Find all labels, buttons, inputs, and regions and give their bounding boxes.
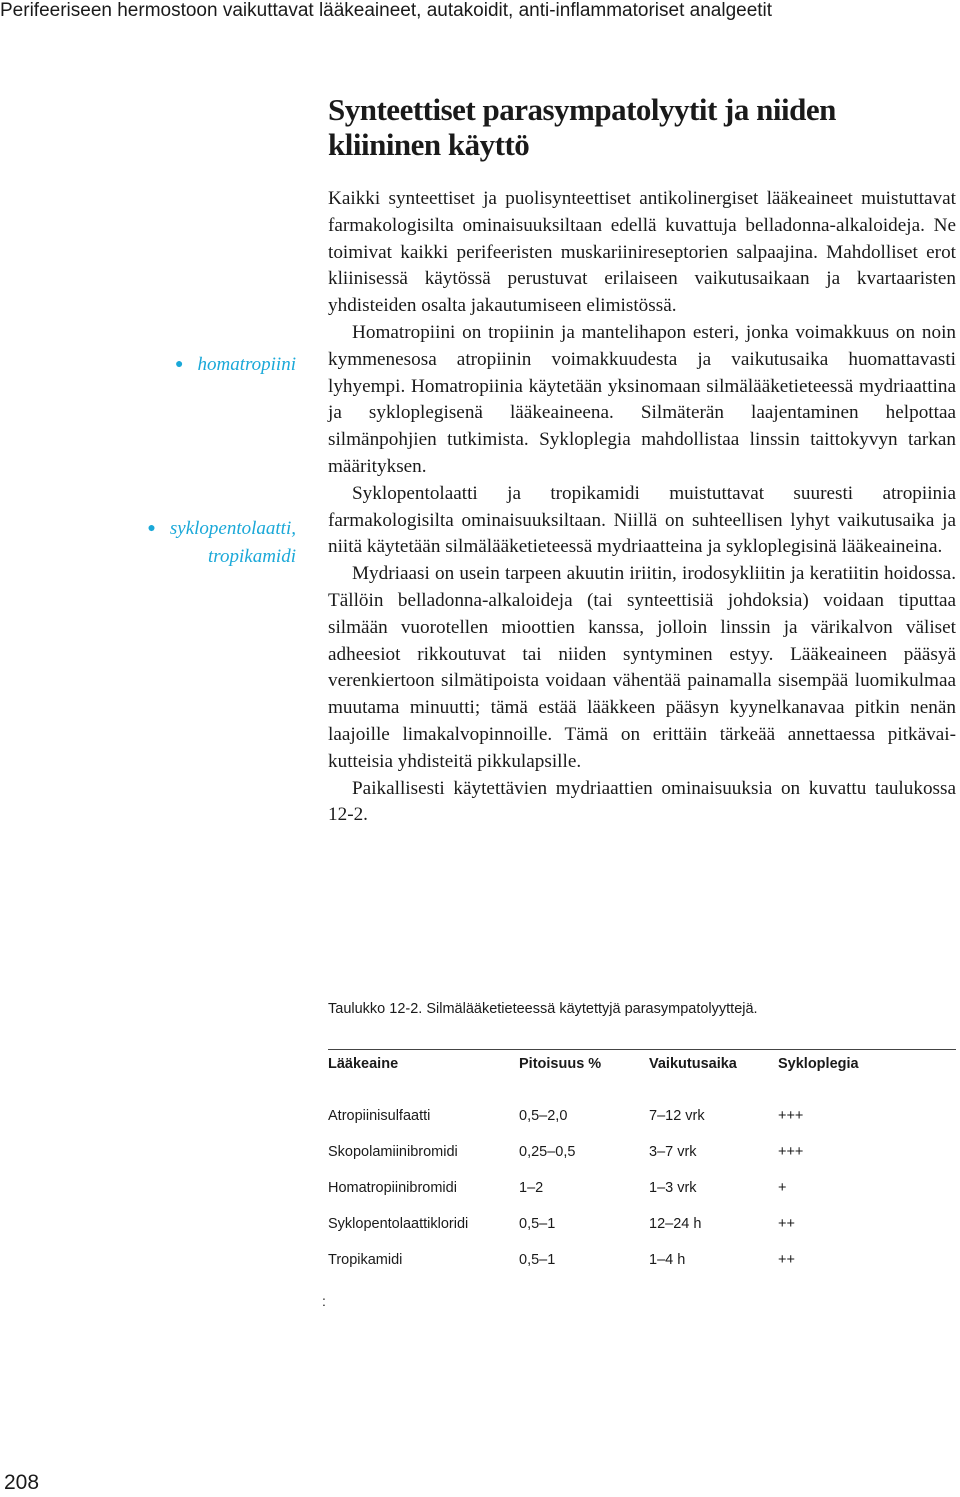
mydriatics-table (328, 1054, 956, 1286)
margin-note-syklopentolaatti (96, 516, 296, 570)
table-cell: 1–3 vrk (649, 1180, 697, 1196)
paragraph-1: Kaikki synteettiset ja puolisynteettiset antikolinergiset lääkeaineet muistuttavat farmakologisilta ominaisuuksiltaan edellä kuvattuja belladonna-alkaloideja. Ne toimivat kaikki perifeeristen muskariinireseptorien salpaajina. Mahdolliset erot kliinisessä käytössä perustuvat erilaiseen vaikutusaikaan ja kvartaaristen yhdisteiden osalta jakautumiseen elimistössä. (328, 188, 956, 317)
table-footnote-mark: : (322, 1293, 326, 1309)
paragraph-2: Homatropiini on tropiinin ja mantelihapon esteri, jonka voimakkuus on noin kymmenesosa atropiinin voimakkuudesta ja vaikutusaika huomattavasti lyhyempi. Homatropiinia käytetään yksinomaan silmälääketieteessä mydriaattina ja sykloplegisenä lääkeaineena. Silmäterän laajentaminen helpottaa silmänpohjien tutkimista. Sykloplegia mahdollistaa linssin taittokyvyn tarkan määrityksen. (328, 321, 956, 477)
section-title: Synteettiset parasympatolyytit ja niiden kliininen käyttö (328, 92, 836, 162)
bullet-icon: ● (175, 357, 184, 372)
table-cell: ++ (778, 1252, 795, 1268)
table-header-row (328, 1054, 956, 1106)
paragraph-3: Syklopentolaatti ja tropikamidi muistuttavat suuresti atropiinia farmakologisilta ominaisuuksiltaan. Niillä on suhteellisen lyhyt vaikutusaika ja niitä käytetään silmälääketieteessä mydriaatteina ja sykloplegisinä lääkeaineina. (328, 482, 956, 558)
table-row (328, 1178, 956, 1214)
margin-note-label: homatropiini (197, 354, 296, 375)
running-head: Perifeeriseen hermostoon vaikuttavat lääkeaineet, autakoidit, anti-inflammatoriset analgeetit (0, 0, 773, 21)
header-cell: Sykloplegia (778, 1056, 859, 1072)
table-row (328, 1142, 956, 1178)
header-cell: Vaikutusaika (649, 1056, 737, 1072)
table-cell: Tropikamidi (328, 1252, 403, 1268)
table-cell: 0,5–1 (519, 1252, 556, 1268)
margin-note-homatropiini (96, 352, 296, 380)
margin-note-label: tropikamidi (208, 546, 296, 567)
body-text (328, 186, 956, 829)
table-row (328, 1106, 956, 1142)
table-cell: 0,5–1 (519, 1216, 556, 1232)
paragraph-5: Paikallisesti käytettävien mydriaattien ominaisuuksia on kuvattu taulukossa 12-2. (328, 777, 956, 826)
paragraph-4: Mydriaasi on usein tarpeen akuutin iriitin, irodosykliitin ja keratiitin hoidossa. Tällöin belladonna-alkaloideja (tai synteettisiä johdoksia) voidaan tiputtaa silmään vuorotellen mioottien kanssa, jolloin linssin ja värikalvon väliset adheesiot rikkoutuvat tai niiden syntyminen estyy. Lääkeaineen pääsyä verenkiertoon silmätipoista voidaan vähentää painamalla sisempää luomikulmaa muutama minuutti; tämä estää lääkkeen pääsyn kyynelkanavaa pitkin nenän laajoille limakalvopinnoille. Tämä on erittäin tärkeää annettaessa pitkävaikutteisia yhdisteitä pikkulapsille. (328, 563, 956, 772)
table-cell: 12–24 h (649, 1216, 702, 1232)
table-cell: Homatropiinibromidi (328, 1180, 457, 1196)
header-cell: Pitoisuus % (519, 1056, 602, 1072)
table-caption: Taulukko 12-2. Silmälääketieteessä käytettyjä parasympatolyyttejä. (328, 1001, 758, 1017)
table-cell: 0,5–2,0 (519, 1108, 568, 1124)
table-row (328, 1214, 956, 1250)
page-number: 208 (4, 1471, 40, 1494)
table-cell: 7–12 vrk (649, 1108, 705, 1124)
table-cell: Syklopentolaattikloridi (328, 1216, 469, 1232)
table-cell: 3–7 vrk (649, 1144, 697, 1160)
header-cell: Lääkeaine (328, 1056, 399, 1072)
table-cell: ++ (778, 1216, 795, 1232)
table-cell: + (778, 1180, 787, 1196)
table-row (328, 1250, 956, 1286)
bullet-icon: ● (147, 521, 156, 536)
table-cell: Atropiinisulfaatti (328, 1108, 431, 1124)
table-cell: 0,25–0,5 (519, 1144, 576, 1160)
table-cell: Skopolamiinibromidi (328, 1144, 458, 1160)
table-cell: 1–4 h (649, 1252, 686, 1268)
margin-note-label: syklopentolaatti, (169, 518, 296, 539)
table-top-rule (328, 1049, 956, 1050)
table-cell: +++ (778, 1108, 804, 1124)
table-cell: +++ (778, 1144, 804, 1160)
table-cell: 1–2 (519, 1180, 544, 1196)
